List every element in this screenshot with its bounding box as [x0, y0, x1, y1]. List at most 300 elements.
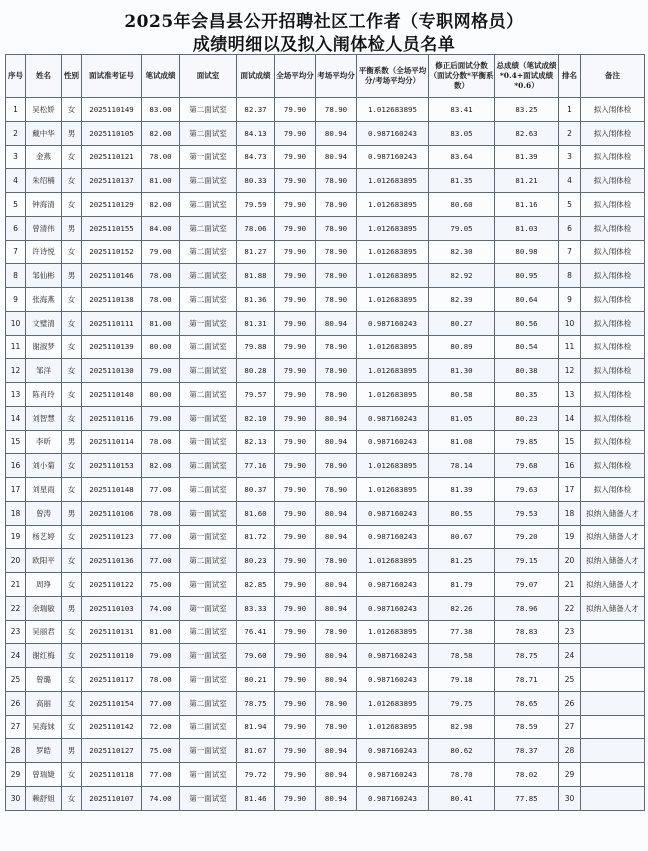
cell-written-score: 79.00 [142, 359, 180, 383]
cell-balance-coefficient: 0.987160243 [357, 573, 429, 597]
cell-name: 许诗悦 [26, 240, 62, 264]
cell-room-average: 78.90 [316, 98, 357, 122]
cell-adjusted-score: 80.55 [429, 501, 495, 525]
cell-interview-room: 第一面试室 [180, 430, 237, 454]
cell-rank: 9 [559, 288, 581, 312]
cell-total-score: 78.37 [495, 739, 559, 763]
cell-interview-room: 第一面试室 [180, 501, 237, 525]
cell-rank: 19 [559, 525, 581, 549]
column-header: 修正后面试分数（面试分数*平衡系数） [429, 55, 495, 98]
cell-adjusted-score: 80.27 [429, 311, 495, 335]
cell-adjusted-score: 81.30 [429, 359, 495, 383]
cell-remark: 拟入闱体检 [581, 288, 645, 312]
cell-rank: 8 [559, 264, 581, 288]
cell-remark: 拟入闱体检 [581, 383, 645, 407]
cell-name: 刘星雨 [26, 478, 62, 502]
cell-balance-coefficient: 0.987160243 [357, 596, 429, 620]
cell-total-score: 78.71 [495, 668, 559, 692]
cell-gender: 女 [62, 359, 82, 383]
cell-index: 16 [6, 454, 26, 478]
column-header: 排名 [559, 55, 581, 98]
cell-gender: 女 [62, 169, 82, 193]
cell-room-average: 80.94 [316, 430, 357, 454]
column-header: 面试室 [180, 55, 237, 98]
cell-written-score: 82.00 [142, 121, 180, 145]
cell-adjusted-score: 83.05 [429, 121, 495, 145]
cell-overall-average: 79.90 [275, 240, 316, 264]
cell-index: 24 [6, 644, 26, 668]
cell-balance-coefficient: 1.012683895 [357, 240, 429, 264]
cell-name: 周琤 [26, 573, 62, 597]
cell-balance-coefficient: 1.012683895 [357, 193, 429, 217]
cell-interview-room: 第二面试室 [180, 264, 237, 288]
cell-total-score: 79.20 [495, 525, 559, 549]
cell-index: 30 [6, 786, 26, 810]
cell-gender: 女 [62, 240, 82, 264]
cell-room-average: 78.90 [316, 335, 357, 359]
cell-index: 21 [6, 573, 26, 597]
table-row [6, 311, 645, 335]
cell-total-score: 79.85 [495, 430, 559, 454]
cell-exam-id: 2025110139 [82, 335, 142, 359]
column-header: 平衡系数（全场平均分/考场平均分） [357, 55, 429, 98]
column-header: 笔试成绩 [142, 55, 180, 98]
table-row [6, 691, 645, 715]
table-row [6, 98, 645, 122]
cell-remark: 拟入闱体检 [581, 264, 645, 288]
cell-room-average: 80.94 [316, 668, 357, 692]
cell-interview-score: 79.88 [237, 335, 275, 359]
cell-room-average: 78.90 [316, 169, 357, 193]
cell-adjusted-score: 82.26 [429, 596, 495, 620]
column-header: 考场平均分 [316, 55, 357, 98]
cell-written-score: 80.00 [142, 335, 180, 359]
cell-interview-room: 第二面试室 [180, 240, 237, 264]
document-title-line-2: 成绩明细以及拟入闱体检人员名单 [192, 35, 456, 55]
cell-gender: 女 [62, 478, 82, 502]
cell-exam-id: 2025110122 [82, 573, 142, 597]
cell-adjusted-score: 82.92 [429, 264, 495, 288]
cell-written-score: 74.00 [142, 596, 180, 620]
cell-room-average: 78.90 [316, 715, 357, 739]
table-row [6, 644, 645, 668]
cell-written-score: 78.00 [142, 501, 180, 525]
table-row [6, 169, 645, 193]
cell-adjusted-score: 78.14 [429, 454, 495, 478]
table-row [6, 668, 645, 692]
cell-adjusted-score: 81.39 [429, 478, 495, 502]
cell-index: 26 [6, 691, 26, 715]
cell-exam-id: 2025110103 [82, 596, 142, 620]
cell-interview-room: 第二面试室 [180, 691, 237, 715]
cell-interview-room: 第二面试室 [180, 169, 237, 193]
cell-exam-id: 2025110130 [82, 359, 142, 383]
cell-remark: 拟入闱体检 [581, 359, 645, 383]
cell-rank: 12 [559, 359, 581, 383]
cell-index: 7 [6, 240, 26, 264]
cell-balance-coefficient: 0.987160243 [357, 739, 429, 763]
cell-remark: 拟纳入储备人才 [581, 549, 645, 573]
table-row [6, 193, 645, 217]
column-header: 姓名 [26, 55, 62, 98]
cell-rank: 16 [559, 454, 581, 478]
cell-interview-room: 第一面试室 [180, 786, 237, 810]
cell-balance-coefficient: 1.012683895 [357, 335, 429, 359]
cell-rank: 10 [559, 311, 581, 335]
cell-gender: 女 [62, 549, 82, 573]
cell-index: 3 [6, 145, 26, 169]
cell-exam-id: 2025110155 [82, 216, 142, 240]
cell-interview-score: 84.73 [237, 145, 275, 169]
cell-remark [581, 620, 645, 644]
cell-balance-coefficient: 1.012683895 [357, 359, 429, 383]
cell-adjusted-score: 77.38 [429, 620, 495, 644]
cell-remark [581, 763, 645, 787]
cell-index: 10 [6, 311, 26, 335]
cell-total-score: 80.23 [495, 406, 559, 430]
cell-gender: 男 [62, 501, 82, 525]
cell-overall-average: 79.90 [275, 691, 316, 715]
cell-name: 戴中华 [26, 121, 62, 145]
cell-total-score: 78.59 [495, 715, 559, 739]
cell-index: 5 [6, 193, 26, 217]
cell-room-average: 80.94 [316, 406, 357, 430]
cell-remark [581, 644, 645, 668]
cell-overall-average: 79.90 [275, 121, 316, 145]
cell-adjusted-score: 80.62 [429, 739, 495, 763]
cell-index: 19 [6, 525, 26, 549]
cell-gender: 女 [62, 193, 82, 217]
cell-exam-id: 2025110127 [82, 739, 142, 763]
cell-written-score: 74.00 [142, 786, 180, 810]
cell-room-average: 80.94 [316, 573, 357, 597]
cell-written-score: 80.00 [142, 383, 180, 407]
cell-written-score: 78.00 [142, 264, 180, 288]
cell-index: 15 [6, 430, 26, 454]
document-title-line-1: 2025年会昌县公开招聘社区工作者（专职网格员） [124, 12, 524, 32]
cell-written-score: 77.00 [142, 691, 180, 715]
cell-overall-average: 79.90 [275, 406, 316, 430]
cell-room-average: 78.90 [316, 359, 357, 383]
cell-interview-room: 第二面试室 [180, 454, 237, 478]
cell-interview-room: 第二面试室 [180, 216, 237, 240]
table-row [6, 406, 645, 430]
cell-total-score: 83.25 [495, 98, 559, 122]
cell-total-score: 80.95 [495, 264, 559, 288]
cell-gender: 女 [62, 98, 82, 122]
table-row [6, 121, 645, 145]
cell-overall-average: 79.90 [275, 739, 316, 763]
table-row [6, 715, 645, 739]
cell-rank: 21 [559, 573, 581, 597]
cell-exam-id: 2025110121 [82, 145, 142, 169]
cell-room-average: 80.94 [316, 311, 357, 335]
cell-adjusted-score: 82.39 [429, 288, 495, 312]
table-row [6, 430, 645, 454]
cell-exam-id: 2025110114 [82, 430, 142, 454]
cell-exam-id: 2025110111 [82, 311, 142, 335]
cell-gender: 男 [62, 430, 82, 454]
cell-name: 罗皓 [26, 739, 62, 763]
cell-exam-id: 2025110123 [82, 525, 142, 549]
cell-written-score: 79.00 [142, 240, 180, 264]
cell-interview-score: 83.33 [237, 596, 275, 620]
cell-adjusted-score: 78.70 [429, 763, 495, 787]
cell-name: 陈肖玲 [26, 383, 62, 407]
cell-balance-coefficient: 0.987160243 [357, 501, 429, 525]
cell-remark [581, 786, 645, 810]
cell-exam-id: 2025110152 [82, 240, 142, 264]
cell-exam-id: 2025110118 [82, 763, 142, 787]
cell-exam-id: 2025110107 [82, 786, 142, 810]
cell-gender: 女 [62, 763, 82, 787]
cell-written-score: 81.00 [142, 620, 180, 644]
cell-gender: 男 [62, 264, 82, 288]
cell-remark: 拟入闱体检 [581, 169, 645, 193]
cell-interview-score: 81.94 [237, 715, 275, 739]
cell-adjusted-score: 83.41 [429, 98, 495, 122]
cell-name: 吴丽君 [26, 620, 62, 644]
cell-exam-id: 2025110154 [82, 691, 142, 715]
cell-balance-coefficient: 0.987160243 [357, 644, 429, 668]
table-row [6, 288, 645, 312]
cell-balance-coefficient: 1.012683895 [357, 620, 429, 644]
cell-name: 吴松娇 [26, 98, 62, 122]
cell-overall-average: 79.90 [275, 216, 316, 240]
table-row [6, 335, 645, 359]
cell-room-average: 80.94 [316, 525, 357, 549]
cell-index: 29 [6, 763, 26, 787]
cell-remark [581, 668, 645, 692]
cell-room-average: 80.94 [316, 786, 357, 810]
cell-name: 欧阳平 [26, 549, 62, 573]
cell-rank: 15 [559, 430, 581, 454]
cell-interview-room: 第一面试室 [180, 406, 237, 430]
cell-balance-coefficient: 0.987160243 [357, 668, 429, 692]
cell-total-score: 81.21 [495, 169, 559, 193]
cell-overall-average: 79.90 [275, 98, 316, 122]
cell-written-score: 79.00 [142, 406, 180, 430]
cell-exam-id: 2025110146 [82, 264, 142, 288]
cell-overall-average: 79.90 [275, 288, 316, 312]
cell-rank: 26 [559, 691, 581, 715]
cell-adjusted-score: 81.05 [429, 406, 495, 430]
cell-written-score: 72.00 [142, 715, 180, 739]
cell-index: 28 [6, 739, 26, 763]
cell-room-average: 80.94 [316, 644, 357, 668]
cell-balance-coefficient: 0.987160243 [357, 763, 429, 787]
table-row [6, 549, 645, 573]
cell-room-average: 78.90 [316, 691, 357, 715]
cell-interview-room: 第一面试室 [180, 644, 237, 668]
cell-interview-room: 第二面试室 [180, 383, 237, 407]
cell-total-score: 78.83 [495, 620, 559, 644]
cell-index: 20 [6, 549, 26, 573]
table-header-row [6, 55, 645, 98]
cell-total-score: 79.63 [495, 478, 559, 502]
cell-adjusted-score: 78.58 [429, 644, 495, 668]
cell-index: 8 [6, 264, 26, 288]
cell-adjusted-score: 83.64 [429, 145, 495, 169]
cell-written-score: 82.00 [142, 454, 180, 478]
cell-room-average: 78.90 [316, 216, 357, 240]
cell-total-score: 80.56 [495, 311, 559, 335]
cell-total-score: 79.68 [495, 454, 559, 478]
cell-interview-score: 81.46 [237, 786, 275, 810]
cell-index: 6 [6, 216, 26, 240]
cell-interview-room: 第一面试室 [180, 525, 237, 549]
cell-index: 11 [6, 335, 26, 359]
cell-rank: 22 [559, 596, 581, 620]
cell-index: 25 [6, 668, 26, 692]
cell-rank: 5 [559, 193, 581, 217]
cell-exam-id: 2025110149 [82, 98, 142, 122]
cell-interview-room: 第二面试室 [180, 98, 237, 122]
cell-rank: 11 [559, 335, 581, 359]
cell-adjusted-score: 80.60 [429, 193, 495, 217]
cell-written-score: 75.00 [142, 573, 180, 597]
cell-exam-id: 2025110142 [82, 715, 142, 739]
cell-room-average: 78.90 [316, 240, 357, 264]
cell-gender: 女 [62, 573, 82, 597]
cell-rank: 4 [559, 169, 581, 193]
cell-rank: 24 [559, 644, 581, 668]
column-header: 备注 [581, 55, 645, 98]
cell-name: 杨艺婷 [26, 525, 62, 549]
cell-overall-average: 79.90 [275, 549, 316, 573]
cell-overall-average: 79.90 [275, 478, 316, 502]
cell-name: 曾清伟 [26, 216, 62, 240]
cell-interview-score: 80.23 [237, 549, 275, 573]
cell-written-score: 75.00 [142, 739, 180, 763]
cell-interview-room: 第二面试室 [180, 549, 237, 573]
table-row [6, 786, 645, 810]
cell-balance-coefficient: 0.987160243 [357, 145, 429, 169]
cell-index: 1 [6, 98, 26, 122]
cell-rank: 23 [559, 620, 581, 644]
cell-index: 12 [6, 359, 26, 383]
cell-adjusted-score: 82.98 [429, 715, 495, 739]
table-row [6, 145, 645, 169]
cell-total-score: 80.98 [495, 240, 559, 264]
cell-exam-id: 2025110137 [82, 169, 142, 193]
cell-written-score: 78.00 [142, 668, 180, 692]
cell-room-average: 80.94 [316, 739, 357, 763]
cell-written-score: 78.00 [142, 288, 180, 312]
cell-interview-score: 81.67 [237, 739, 275, 763]
cell-remark: 拟纳入储备人才 [581, 573, 645, 597]
cell-rank: 17 [559, 478, 581, 502]
cell-adjusted-score: 80.67 [429, 525, 495, 549]
cell-name: 曾瑞婕 [26, 763, 62, 787]
cell-overall-average: 79.90 [275, 525, 316, 549]
cell-name: 吴海妹 [26, 715, 62, 739]
cell-interview-room: 第一面试室 [180, 739, 237, 763]
cell-written-score: 77.00 [142, 549, 180, 573]
cell-room-average: 78.90 [316, 383, 357, 407]
cell-interview-score: 81.60 [237, 501, 275, 525]
table-row [6, 596, 645, 620]
column-header: 总成绩（笔试成绩*0.4+面试成绩*0.6） [495, 55, 559, 98]
cell-gender: 男 [62, 121, 82, 145]
cell-name: 邹仙彬 [26, 264, 62, 288]
cell-name: 刘小菊 [26, 454, 62, 478]
cell-gender: 女 [62, 335, 82, 359]
cell-remark: 拟入闱体检 [581, 406, 645, 430]
cell-balance-coefficient: 1.012683895 [357, 383, 429, 407]
cell-balance-coefficient: 0.987160243 [357, 406, 429, 430]
cell-interview-score: 80.21 [237, 668, 275, 692]
cell-overall-average: 79.90 [275, 145, 316, 169]
cell-interview-score: 80.37 [237, 478, 275, 502]
cell-interview-score: 79.72 [237, 763, 275, 787]
cell-adjusted-score: 81.79 [429, 573, 495, 597]
cell-total-score: 79.07 [495, 573, 559, 597]
cell-gender: 女 [62, 454, 82, 478]
cell-balance-coefficient: 1.012683895 [357, 454, 429, 478]
cell-remark: 拟纳入储备人才 [581, 525, 645, 549]
cell-index: 23 [6, 620, 26, 644]
table-row [6, 454, 645, 478]
cell-adjusted-score: 82.30 [429, 240, 495, 264]
cell-written-score: 77.00 [142, 763, 180, 787]
cell-overall-average: 79.90 [275, 311, 316, 335]
cell-total-score: 77.85 [495, 786, 559, 810]
cell-interview-room: 第二面试室 [180, 478, 237, 502]
cell-interview-score: 82.37 [237, 98, 275, 122]
cell-overall-average: 79.90 [275, 501, 316, 525]
cell-exam-id: 2025110106 [82, 501, 142, 525]
table-row [6, 763, 645, 787]
cell-rank: 2 [559, 121, 581, 145]
cell-interview-score: 81.72 [237, 525, 275, 549]
cell-name: 赖舒姐 [26, 786, 62, 810]
cell-gender: 女 [62, 620, 82, 644]
cell-room-average: 80.94 [316, 596, 357, 620]
cell-index: 4 [6, 169, 26, 193]
cell-total-score: 78.75 [495, 644, 559, 668]
cell-adjusted-score: 79.05 [429, 216, 495, 240]
cell-balance-coefficient: 0.987160243 [357, 121, 429, 145]
cell-interview-room: 第一面试室 [180, 596, 237, 620]
cell-overall-average: 79.90 [275, 573, 316, 597]
cell-rank: 13 [559, 383, 581, 407]
cell-rank: 28 [559, 739, 581, 763]
cell-gender: 女 [62, 691, 82, 715]
cell-written-score: 79.00 [142, 644, 180, 668]
cell-index: 9 [6, 288, 26, 312]
cell-total-score: 78.96 [495, 596, 559, 620]
cell-rank: 29 [559, 763, 581, 787]
cell-total-score: 80.38 [495, 359, 559, 383]
cell-interview-score: 79.57 [237, 383, 275, 407]
table-row [6, 478, 645, 502]
cell-room-average: 78.90 [316, 264, 357, 288]
cell-index: 22 [6, 596, 26, 620]
cell-gender: 女 [62, 525, 82, 549]
cell-interview-score: 82.85 [237, 573, 275, 597]
cell-total-score: 78.02 [495, 763, 559, 787]
cell-interview-room: 第一面试室 [180, 573, 237, 597]
cell-balance-coefficient: 1.012683895 [357, 169, 429, 193]
cell-name: 谢淑梦 [26, 335, 62, 359]
cell-interview-score: 79.60 [237, 644, 275, 668]
cell-remark: 拟入闱体检 [581, 335, 645, 359]
cell-gender: 男 [62, 596, 82, 620]
cell-exam-id: 2025110110 [82, 644, 142, 668]
cell-overall-average: 79.90 [275, 335, 316, 359]
cell-exam-id: 2025110116 [82, 406, 142, 430]
